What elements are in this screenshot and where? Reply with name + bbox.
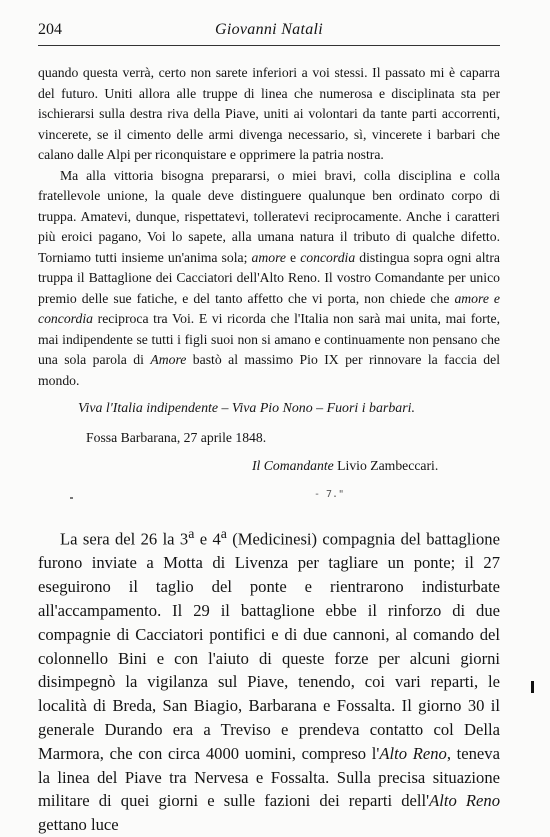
italic-run: Amore [150,352,187,367]
italic-run: Alto Reno [379,743,447,763]
signature-role: Il Comandante [252,458,334,473]
proclamation-dateline: Fossa Barbarana, 27 aprile 1848. [86,429,267,445]
page-number: 204 [38,21,62,38]
proclamation-text [38,63,500,477]
proclamation-motto: Viva l'Italia indipendente – Viva Pio Nono – Fuori i barbari. [78,401,415,416]
text-run: reciproca tra Voi. E vi ricorda che l'Italia non sarà mai unita, mai forte, mai indipendente se tutti i figli suoi non si amano e continuamente non pensano che una sola parola di [38,311,500,367]
text-run: distingua sopra ogni altra truppa il Battaglione dei Cacciatori dell'Alto Reno. Il vostro Comandante per unico premio delle sue fatiche, e del tanto affetto che vi porta, non chiede che [38,249,500,306]
proclamation-signature [38,456,500,477]
text-run: bastò al massimo Pio IX per rinnovare la faccia del mondo. [38,352,500,388]
text-run: quando questa verrà, certo non sarete inferiori a voi stessi. Il passato mi è caparra del futuro. Uniti allora alle truppe di linea che numerosa e disciplinata sta per ischierarsi sulla destra riva della Piave, uniti ai volontari da tante parti accorrenti, vincerete, se il cimento delle armi divenga necessario, sì, vincerete i barbari che calano dalle Alpi per riconquistare e opprimere la patria nostra. [38,65,500,162]
text-run: La sera del 26 la 3 [60,529,189,549]
proclamation-paragraph-1 [38,63,500,166]
margin-mark [531,681,534,693]
superscript: a [220,526,227,541]
page-header [38,19,500,46]
text-run: , teneva la linea del Piave tra Nervesa e Fossalta. Sulla precisa situazione militare di quei giorni e sulle fazioni dei reparti dell' [38,743,500,811]
superscript: a [188,526,195,541]
signature-name: Livio Zambeccari. [337,458,439,473]
stray-dot [70,497,73,499]
text-run: (Medicinesi) compagnia del battaglione furono inviate a Motta di Livenza per tagliare un ponte; il 27 eseguirono il taglio del ponte e rientrarono indisturbate all'accampamento. Il 29 il battaglione ebbe il rinforzo di due compagnie di Cacciatori pontifici e di due cannoni, al comando del colonnello Bini e con l'aiuto di queste forze per alcuni giorni disimpegnò la vigilanza sul Piave, tenendo, coi vari reparti, le località di Breda, San Biagio, Barbarana e Fossalta. Il giorno 30 il generale Durando era a Treviso e prendeva contatto col Della Marmora, che con circa 4000 uomini, compreso l' [38,529,500,763]
italic-run: concordia [300,249,356,265]
narrative-text [38,522,500,837]
stray-print-mark: - 7." [314,489,345,500]
italic-run: amore e concordia [38,290,500,326]
proclamation-paragraph-2 [38,166,500,392]
running-title: Giovanni Natali [214,21,324,38]
text-run: gettano luce [38,815,119,835]
italic-run: amore [251,249,286,265]
narrative-paragraph [38,522,500,837]
text-run: e 4 [194,529,221,549]
text-run: e [285,249,301,265]
italic-run: Alto Reno [429,791,500,811]
text-run: Ma alla vittoria bisogna prepararsi, o miei bravi, colla disciplina e colla fratellevole unione, la quale deve distinguere qualunque ben ordinato corpo di truppa. Amatevi, dunque, rispettatevi, tolleratevi reciprocamente. Anche i caratteri più eroici pagano, Voi lo sapete, alla umana natura il tributo di qualche difetto. Torniamo tutti insieme un'anima sola; [38,167,500,265]
